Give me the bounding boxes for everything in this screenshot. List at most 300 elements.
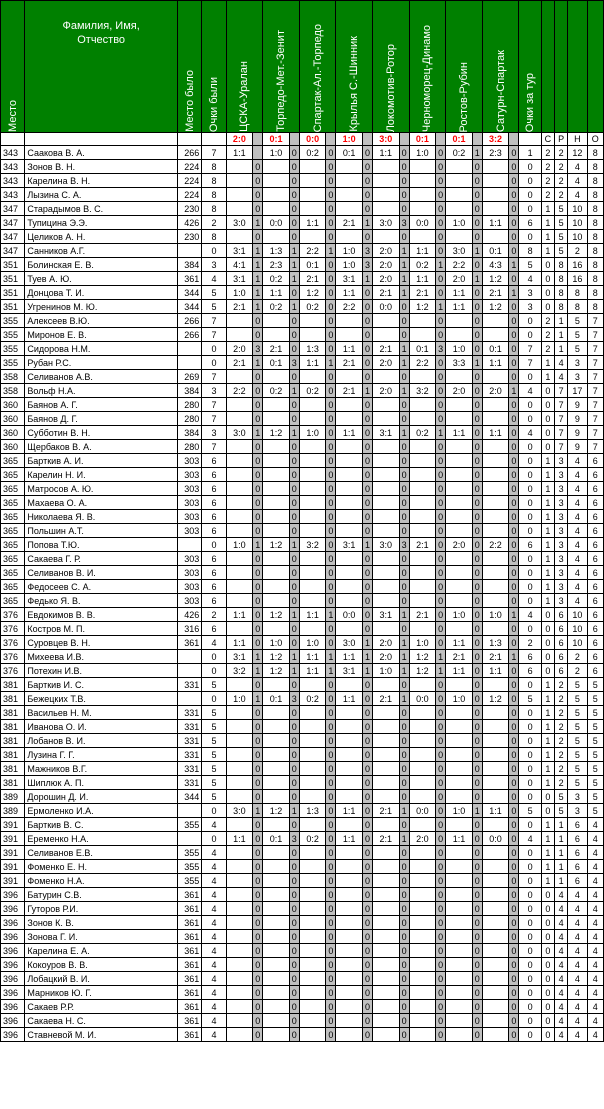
prediction-points-cell: 0 bbox=[362, 454, 372, 468]
prediction-cell: 1:2 bbox=[482, 300, 508, 314]
prediction-points-cell: 0 bbox=[509, 972, 519, 986]
prediction-cell bbox=[373, 818, 399, 832]
prediction-points-cell: 0 bbox=[509, 916, 519, 930]
prediction-cell bbox=[373, 202, 399, 216]
prediction-points-cell: 0 bbox=[399, 706, 409, 720]
prediction-points-cell: 0 bbox=[472, 398, 482, 412]
prediction-points-cell: 0 bbox=[362, 314, 372, 328]
stat-cell: 0 bbox=[541, 916, 554, 930]
prev-points-cell: 0 bbox=[202, 832, 226, 846]
round-points-cell: 8 bbox=[519, 244, 541, 258]
place-cell: 343 bbox=[1, 160, 25, 174]
prediction-cell bbox=[409, 160, 435, 174]
prediction-cell bbox=[336, 314, 362, 328]
table-row bbox=[1, 328, 604, 342]
prediction-cell bbox=[336, 188, 362, 202]
prediction-points-cell: 0 bbox=[436, 748, 446, 762]
prediction-cell bbox=[373, 566, 399, 580]
prediction-points-cell: 1 bbox=[326, 356, 336, 370]
prediction-cell bbox=[446, 888, 472, 902]
stat-cell: 5 bbox=[568, 342, 587, 356]
prediction-cell bbox=[482, 874, 508, 888]
prediction-points-cell: 0 bbox=[362, 580, 372, 594]
stat-cell: 6 bbox=[555, 664, 568, 678]
round-points-cell: 0 bbox=[519, 874, 541, 888]
name-cell: Вольф Н.А. bbox=[25, 384, 178, 398]
prediction-points-cell: 0 bbox=[399, 790, 409, 804]
stat-cell: 6 bbox=[568, 832, 587, 846]
stat-cell: 5 bbox=[568, 678, 587, 692]
prediction-cell bbox=[226, 230, 252, 244]
prediction-cell: 2:1 bbox=[373, 286, 399, 300]
stat-cell: 4 bbox=[568, 482, 587, 496]
prediction-points-cell: 0 bbox=[289, 482, 299, 496]
prediction-points-cell: 1 bbox=[289, 272, 299, 286]
prediction-cell bbox=[482, 846, 508, 860]
place-cell: 381 bbox=[1, 678, 25, 692]
prediction-points-cell: 0 bbox=[326, 720, 336, 734]
prediction-points-cell: 0 bbox=[509, 678, 519, 692]
round-points-cell: 7 bbox=[519, 356, 541, 370]
round-points-cell: 0 bbox=[519, 972, 541, 986]
stat-cell: 6 bbox=[587, 482, 603, 496]
stat-cell: 0 bbox=[541, 1000, 554, 1014]
prev-points-cell: 0 bbox=[202, 692, 226, 706]
prediction-cell: 1:1 bbox=[226, 832, 252, 846]
stat-cell: 2 bbox=[541, 174, 554, 188]
prediction-cell bbox=[299, 734, 325, 748]
prediction-points-cell: 0 bbox=[362, 552, 372, 566]
prediction-points-cell: 0 bbox=[509, 1000, 519, 1014]
prediction-cell: 0:0 bbox=[409, 804, 435, 818]
name-cell: Мажников В.Г. bbox=[25, 762, 178, 776]
prediction-points-cell: 0 bbox=[509, 202, 519, 216]
match-header: Ростов-Рубин bbox=[446, 1, 483, 133]
stat-cell: 3 bbox=[555, 496, 568, 510]
stat-cell: 0 bbox=[541, 804, 554, 818]
stat-cell: 4 bbox=[587, 888, 603, 902]
prediction-cell bbox=[226, 202, 252, 216]
name-cell: Барткив А. И. bbox=[25, 454, 178, 468]
prediction-cell bbox=[446, 440, 472, 454]
stat-cell: 4 bbox=[568, 888, 587, 902]
prediction-points-cell: 0 bbox=[472, 748, 482, 762]
prev-place-cell: 361 bbox=[177, 916, 201, 930]
prediction-points-cell: 0 bbox=[362, 188, 372, 202]
prediction-cell bbox=[373, 846, 399, 860]
prediction-points-cell: 0 bbox=[472, 580, 482, 594]
stat-cell: 1 bbox=[541, 762, 554, 776]
stat-cell: 1 bbox=[541, 874, 554, 888]
prediction-points-cell: 0 bbox=[326, 762, 336, 776]
prediction-cell: 0:1 bbox=[482, 244, 508, 258]
prev-place-cell: 361 bbox=[177, 1000, 201, 1014]
table-row bbox=[1, 384, 604, 398]
prediction-points-cell: 0 bbox=[509, 706, 519, 720]
prediction-points-cell: 0 bbox=[289, 846, 299, 860]
prev-place-cell bbox=[177, 538, 201, 552]
round-points-cell: 0 bbox=[519, 902, 541, 916]
prediction-points-cell: 0 bbox=[509, 636, 519, 650]
stat-cell: 2 bbox=[555, 174, 568, 188]
prediction-points-cell: 1 bbox=[289, 650, 299, 664]
prediction-cell bbox=[299, 230, 325, 244]
prediction-cell bbox=[263, 398, 289, 412]
prediction-cell: 0:0 bbox=[409, 692, 435, 706]
stat-cell: 6 bbox=[587, 552, 603, 566]
prediction-points-cell: 0 bbox=[509, 398, 519, 412]
prediction-cell bbox=[446, 1014, 472, 1028]
prediction-points-cell: 0 bbox=[436, 804, 446, 818]
prev-points-cell: 6 bbox=[202, 482, 226, 496]
prediction-points-cell: 0 bbox=[362, 902, 372, 916]
prediction-cell: 1:1 bbox=[299, 664, 325, 678]
stat-label: Р bbox=[555, 133, 568, 146]
prediction-cell: 1:0 bbox=[446, 608, 472, 622]
table-row bbox=[1, 440, 604, 454]
prediction-points-cell: 0 bbox=[253, 398, 263, 412]
prev-points-cell: 3 bbox=[202, 384, 226, 398]
prediction-points-cell: 0 bbox=[289, 216, 299, 230]
prediction-cell bbox=[446, 776, 472, 790]
prev-points-cell: 8 bbox=[202, 160, 226, 174]
stat-cell: 16 bbox=[568, 258, 587, 272]
prediction-cell: 2:1 bbox=[409, 608, 435, 622]
table-row bbox=[1, 930, 604, 944]
prediction-points-cell: 0 bbox=[436, 468, 446, 482]
place-cell: 365 bbox=[1, 454, 25, 468]
prediction-points-cell: 0 bbox=[472, 762, 482, 776]
table-row bbox=[1, 958, 604, 972]
prediction-cell: 1:0 bbox=[263, 146, 289, 160]
prediction-cell bbox=[299, 818, 325, 832]
prediction-cell: 0:0 bbox=[336, 608, 362, 622]
prediction-cell bbox=[446, 398, 472, 412]
prev-points-cell: 4 bbox=[202, 972, 226, 986]
prediction-points-cell: 0 bbox=[326, 692, 336, 706]
prediction-cell bbox=[336, 622, 362, 636]
prediction-cell bbox=[482, 1014, 508, 1028]
stat-cell: 6 bbox=[555, 650, 568, 664]
prediction-cell: 1:1 bbox=[446, 426, 472, 440]
prediction-cell: 1:0 bbox=[263, 636, 289, 650]
prediction-points-cell: 0 bbox=[362, 300, 372, 314]
prev-points-cell: 5 bbox=[202, 748, 226, 762]
name-cell: Барткив И. С. bbox=[25, 678, 178, 692]
table-row bbox=[1, 510, 604, 524]
prediction-cell: 0:1 bbox=[299, 258, 325, 272]
prediction-points-cell: 0 bbox=[289, 524, 299, 538]
round-points-cell: 0 bbox=[519, 1014, 541, 1028]
prediction-cell: 0:2 bbox=[299, 300, 325, 314]
name-cell: Евдокимов В. В. bbox=[25, 608, 178, 622]
stat-cell: 8 bbox=[587, 272, 603, 286]
stat-cell: 4 bbox=[568, 930, 587, 944]
place-header: Место bbox=[1, 1, 25, 133]
prediction-points-cell: 0 bbox=[289, 944, 299, 958]
prediction-points-cell: 0 bbox=[253, 622, 263, 636]
prediction-cell bbox=[336, 790, 362, 804]
name-cell: Фоменко Н.А. bbox=[25, 874, 178, 888]
prediction-cell bbox=[482, 482, 508, 496]
prediction-points-cell: 0 bbox=[472, 188, 482, 202]
prev-place-cell: 361 bbox=[177, 958, 201, 972]
table-row bbox=[1, 552, 604, 566]
prev-place-cell: 384 bbox=[177, 258, 201, 272]
stat-cell: 4 bbox=[555, 972, 568, 986]
prediction-cell: 2:0 bbox=[373, 356, 399, 370]
prev-points-cell: 3 bbox=[202, 258, 226, 272]
prediction-points-cell: 0 bbox=[289, 454, 299, 468]
stat-cell: 4 bbox=[555, 958, 568, 972]
stat-cell: 1 bbox=[541, 370, 554, 384]
stat-cell: 3 bbox=[555, 580, 568, 594]
stat-cell: 0 bbox=[541, 384, 554, 398]
prediction-points-cell: 0 bbox=[436, 902, 446, 916]
prediction-cell bbox=[373, 370, 399, 384]
prev-place-cell bbox=[177, 692, 201, 706]
name-cell: Польшин А.Т. bbox=[25, 524, 178, 538]
stat-cell: 17 bbox=[568, 384, 587, 398]
prediction-cell bbox=[409, 818, 435, 832]
prediction-points-cell: 0 bbox=[362, 720, 372, 734]
stat-cell: 9 bbox=[568, 412, 587, 426]
stat-cell: 1 bbox=[541, 216, 554, 230]
table-row bbox=[1, 538, 604, 552]
name-cell: Субботин В. Н. bbox=[25, 426, 178, 440]
prev-place-cell: 361 bbox=[177, 902, 201, 916]
place-cell: 396 bbox=[1, 1014, 25, 1028]
prediction-cell: 1:0 bbox=[446, 804, 472, 818]
place-cell: 396 bbox=[1, 972, 25, 986]
prediction-points-cell: 0 bbox=[436, 580, 446, 594]
prediction-points-cell: 0 bbox=[399, 1014, 409, 1028]
stat-cell: 6 bbox=[587, 566, 603, 580]
prev-place-cell: 303 bbox=[177, 454, 201, 468]
prediction-cell: 2:0 bbox=[373, 272, 399, 286]
prediction-points-cell: 0 bbox=[253, 608, 263, 622]
prediction-cell bbox=[263, 944, 289, 958]
prediction-points-cell: 0 bbox=[509, 720, 519, 734]
prediction-cell bbox=[299, 202, 325, 216]
prev-points-cell: 3 bbox=[202, 426, 226, 440]
prediction-cell: 0:2 bbox=[299, 146, 325, 160]
prediction-points-cell: 0 bbox=[326, 398, 336, 412]
prediction-points-cell: 1 bbox=[509, 650, 519, 664]
prediction-points-cell: 0 bbox=[399, 454, 409, 468]
prediction-points-cell: 1 bbox=[289, 258, 299, 272]
stat-cell: 4 bbox=[587, 916, 603, 930]
prediction-points-cell: 0 bbox=[326, 986, 336, 1000]
stat-cell: 3 bbox=[555, 510, 568, 524]
stat-cell: 4 bbox=[568, 454, 587, 468]
stat-cell: 0 bbox=[541, 664, 554, 678]
prev-points-cell: 4 bbox=[202, 1014, 226, 1028]
prev-place-cell: 224 bbox=[177, 174, 201, 188]
prediction-points-cell: 0 bbox=[253, 944, 263, 958]
round-points-cell: 0 bbox=[519, 818, 541, 832]
prediction-cell bbox=[409, 524, 435, 538]
stat-cell: 7 bbox=[587, 314, 603, 328]
prediction-cell: 2:1 bbox=[373, 832, 399, 846]
stat-cell: 2 bbox=[541, 188, 554, 202]
prediction-cell bbox=[446, 748, 472, 762]
prediction-cell bbox=[336, 1014, 362, 1028]
prediction-cell: 0:0 bbox=[263, 216, 289, 230]
round-points-cell: 0 bbox=[519, 468, 541, 482]
prediction-points-cell: 1 bbox=[399, 384, 409, 398]
stat-cell: 4 bbox=[568, 496, 587, 510]
stat-cell: 3 bbox=[568, 804, 587, 818]
stat-cell: 5 bbox=[587, 748, 603, 762]
stat-cell: 4 bbox=[568, 916, 587, 930]
prediction-points-cell: 0 bbox=[399, 440, 409, 454]
prev-place-cell bbox=[177, 832, 201, 846]
round-points-cell: 1 bbox=[519, 146, 541, 160]
prediction-points-cell: 0 bbox=[289, 580, 299, 594]
prev-place-cell: 361 bbox=[177, 1028, 201, 1042]
prediction-points-cell: 0 bbox=[436, 1014, 446, 1028]
prev-place-cell bbox=[177, 804, 201, 818]
stat-cell: 5 bbox=[568, 692, 587, 706]
prev-points-cell: 5 bbox=[202, 720, 226, 734]
prediction-cell bbox=[409, 748, 435, 762]
prediction-points-cell: 1 bbox=[436, 426, 446, 440]
stat-cell: 5 bbox=[568, 720, 587, 734]
place-cell: 365 bbox=[1, 496, 25, 510]
place-cell: 389 bbox=[1, 790, 25, 804]
prediction-cell bbox=[482, 440, 508, 454]
prediction-points-cell: 0 bbox=[289, 636, 299, 650]
stat-cell: 2 bbox=[555, 188, 568, 202]
prev-place-cell: 303 bbox=[177, 468, 201, 482]
stat-cell: 8 bbox=[587, 174, 603, 188]
stat-cell: 5 bbox=[555, 230, 568, 244]
round-points-cell: 0 bbox=[519, 958, 541, 972]
prediction-cell bbox=[373, 1014, 399, 1028]
round-points-cell: 0 bbox=[519, 482, 541, 496]
prediction-cell: 2:1 bbox=[336, 384, 362, 398]
prediction-points-cell: 0 bbox=[472, 230, 482, 244]
stat-label: С bbox=[541, 133, 554, 146]
stat-cell: 4 bbox=[587, 902, 603, 916]
stat-cell: 4 bbox=[555, 370, 568, 384]
prediction-cell bbox=[226, 580, 252, 594]
prediction-points-cell: 0 bbox=[399, 524, 409, 538]
prediction-cell: 1:1 bbox=[409, 272, 435, 286]
prediction-cell bbox=[446, 720, 472, 734]
stat-cell: 10 bbox=[568, 608, 587, 622]
place-cell: 376 bbox=[1, 664, 25, 678]
prediction-points-cell: 0 bbox=[289, 678, 299, 692]
prediction-points-cell: 0 bbox=[509, 930, 519, 944]
round-points-cell: 5 bbox=[519, 692, 541, 706]
stat-cell: 0 bbox=[541, 1014, 554, 1028]
place-cell: 360 bbox=[1, 426, 25, 440]
prediction-points-cell: 0 bbox=[253, 594, 263, 608]
stat-cell: 8 bbox=[568, 300, 587, 314]
prediction-points-cell: 0 bbox=[253, 328, 263, 342]
result-gap bbox=[326, 133, 336, 146]
prediction-points-cell: 0 bbox=[326, 496, 336, 510]
stat-cell: 2 bbox=[568, 650, 587, 664]
prediction-points-cell: 1 bbox=[289, 804, 299, 818]
prediction-points-cell: 0 bbox=[326, 370, 336, 384]
table-row bbox=[1, 146, 604, 160]
prediction-cell bbox=[409, 972, 435, 986]
prediction-cell bbox=[226, 944, 252, 958]
prediction-cell bbox=[446, 860, 472, 874]
prediction-points-cell: 0 bbox=[509, 412, 519, 426]
prediction-points-cell: 0 bbox=[362, 706, 372, 720]
prev-place-cell: 331 bbox=[177, 720, 201, 734]
prediction-points-cell: 0 bbox=[253, 762, 263, 776]
prediction-cell: 3:1 bbox=[226, 650, 252, 664]
prediction-points-cell: 0 bbox=[289, 412, 299, 426]
prev-place-cell: 303 bbox=[177, 566, 201, 580]
prediction-cell: 2:3 bbox=[263, 258, 289, 272]
prediction-cell: 0:1 bbox=[482, 342, 508, 356]
prediction-cell: 1:0 bbox=[226, 692, 252, 706]
prev-place-cell: 355 bbox=[177, 846, 201, 860]
table-row bbox=[1, 216, 604, 230]
prediction-points-cell: 0 bbox=[326, 524, 336, 538]
prediction-points-cell: 0 bbox=[472, 706, 482, 720]
prediction-cell: 4:3 bbox=[482, 258, 508, 272]
prediction-cell bbox=[336, 748, 362, 762]
round-points-cell: 4 bbox=[519, 832, 541, 846]
prev-points-cell: 6 bbox=[202, 524, 226, 538]
prediction-cell: 3:0 bbox=[373, 538, 399, 552]
prediction-points-cell: 0 bbox=[253, 314, 263, 328]
prediction-points-cell: 0 bbox=[362, 1000, 372, 1014]
prediction-cell bbox=[409, 986, 435, 1000]
prediction-points-cell: 3 bbox=[362, 258, 372, 272]
prediction-cell bbox=[226, 874, 252, 888]
prediction-cell bbox=[409, 440, 435, 454]
prediction-cell bbox=[263, 188, 289, 202]
prediction-points-cell: 0 bbox=[253, 370, 263, 384]
stat-cell: 4 bbox=[568, 510, 587, 524]
stat-cell: 2 bbox=[555, 692, 568, 706]
prediction-points-cell: 0 bbox=[436, 216, 446, 230]
stat-cell: 7 bbox=[587, 426, 603, 440]
prediction-points-cell: 0 bbox=[253, 1000, 263, 1014]
prediction-cell bbox=[482, 188, 508, 202]
prediction-points-cell: 0 bbox=[509, 468, 519, 482]
prediction-points-cell: 0 bbox=[289, 468, 299, 482]
prediction-cell bbox=[482, 230, 508, 244]
prediction-cell bbox=[299, 496, 325, 510]
prediction-cell bbox=[299, 188, 325, 202]
prediction-points-cell: 0 bbox=[289, 230, 299, 244]
prediction-cell bbox=[373, 552, 399, 566]
prediction-cell: 1:3 bbox=[299, 804, 325, 818]
prev-place-cell: 361 bbox=[177, 944, 201, 958]
result-gap bbox=[399, 133, 409, 146]
prediction-cell: 0:1 bbox=[336, 146, 362, 160]
prediction-cell bbox=[299, 720, 325, 734]
results-blank bbox=[177, 133, 201, 146]
name-cell: Лызина С. А. bbox=[25, 188, 178, 202]
prediction-points-cell: 1 bbox=[436, 650, 446, 664]
stat-cell: 0 bbox=[541, 426, 554, 440]
table-row bbox=[1, 412, 604, 426]
round-points-cell: 2 bbox=[519, 636, 541, 650]
prediction-cell: 3:3 bbox=[446, 356, 472, 370]
table-row bbox=[1, 314, 604, 328]
prediction-points-cell: 0 bbox=[289, 734, 299, 748]
